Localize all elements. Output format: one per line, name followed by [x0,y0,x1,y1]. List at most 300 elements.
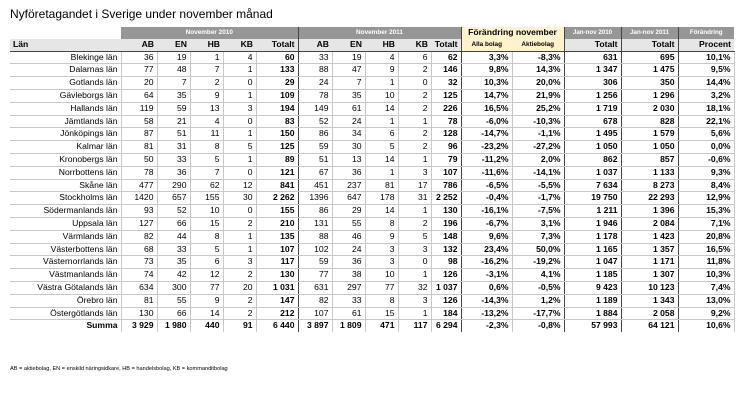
table-cell: 451 [298,179,332,192]
table-cell: 7 [157,77,190,90]
table-cell: -6,0% [461,115,512,128]
table-cell: 4 [365,51,398,64]
col-kb-2010: KB [223,39,256,51]
table-cell: -2,3% [461,320,512,332]
table-cell: 297 [332,281,365,294]
table-cell: 9 [365,64,398,77]
table-cell: 210 [256,217,298,230]
table-cell: 23,4% [461,243,512,256]
table-cell: 33 [298,51,332,64]
col-kb-2011: KB [398,39,431,51]
table-cell: 1 [398,115,431,128]
table-cell: 1 [223,230,256,243]
table-cell: 55 [332,217,365,230]
row-label: Gävleborgs län [10,89,121,102]
table-row [10,128,734,141]
col-totalt-2010: Totalt [256,39,298,51]
table-cell: 48 [157,64,190,77]
table-cell: 36 [332,166,365,179]
table-cell: 12,9% [678,192,734,205]
table-cell: 1 133 [621,166,678,179]
table-cell: 8 [365,294,398,307]
table-cell: -0,4% [461,192,512,205]
table-cell: 15,3% [678,205,734,218]
table-cell: 107 [431,166,461,179]
table-cell: 126 [431,294,461,307]
table-cell: 125 [431,89,461,102]
table-cell: 3 [223,102,256,115]
table-cell: 212 [256,307,298,320]
table-cell: 857 [621,153,678,166]
table-cell: 1 [223,243,256,256]
table-cell: 1 189 [564,294,621,307]
table-cell: 133 [256,64,298,77]
table-cell: 77 [365,281,398,294]
table-cell: 91 [223,320,256,332]
table-row [10,89,734,102]
table-cell: 7,4% [678,281,734,294]
table-cell: -10,3% [512,115,564,128]
row-label: Norrbottens län [10,166,121,179]
table-cell: 3 [365,243,398,256]
table-row [10,294,734,307]
table-cell: 10,1% [678,51,734,64]
table-cell: 78 [298,89,332,102]
table-cell: 7 [190,64,223,77]
table-cell: 10 [365,269,398,282]
table-cell: 3 897 [298,320,332,332]
table-cell: 350 [621,77,678,90]
table-cell: 117 [256,256,298,269]
col-aktiebolag: Aktiebolag [512,39,564,51]
table-cell: 10 [190,205,223,218]
header-change-nov: Förändring november [461,27,564,39]
table-cell: 7,3% [512,230,564,243]
table-cell: 15 [190,217,223,230]
table-cell: 10,6% [678,320,734,332]
table-body [10,51,734,332]
table-cell: 131 [298,217,332,230]
table-cell: 9 [190,294,223,307]
header-jan-nov-2010: Jan-nov 2010 [564,27,621,39]
table-cell: 5 [190,243,223,256]
table-cell: 155 [256,205,298,218]
table-cell: 35 [157,256,190,269]
row-label: Västra Götalands län [10,281,121,294]
table-cell: 1 423 [621,230,678,243]
table-row [10,205,734,218]
table-cell: 14,3% [512,64,564,77]
table-cell: 695 [621,51,678,64]
table-cell: 86 [298,205,332,218]
table-cell: 14 [365,102,398,115]
table-cell: 2 [398,141,431,154]
table-cell: 5 [190,153,223,166]
table-cell: 31 [157,141,190,154]
table-cell: 1 495 [564,128,621,141]
table-cell: 7 [190,166,223,179]
table-cell: 5 [223,141,256,154]
col-hb-2010: HB [190,39,223,51]
table-cell: 8,4% [678,179,734,192]
row-label: Västerbottens län [10,243,121,256]
table-row [10,64,734,77]
table-row [10,141,734,154]
table-cell: 634 [121,281,157,294]
table-cell: 5,6% [678,128,734,141]
table-cell: 50,0% [512,243,564,256]
table-cell: 6 294 [431,320,461,332]
table-cell: 11,8% [678,256,734,269]
table-cell: 10,3% [678,269,734,282]
table-cell: 18,1% [678,102,734,115]
table-cell: -19,2% [512,256,564,269]
table-cell: 147 [256,294,298,307]
table-cell: 20,8% [678,230,734,243]
table-cell: 19 [157,51,190,64]
table-cell: 6 [190,256,223,269]
table-cell: 194 [256,102,298,115]
table-cell: -14,3% [461,294,512,307]
table-cell: 35 [332,89,365,102]
table-cell: 2 [398,128,431,141]
table-cell: 226 [431,102,461,115]
table-cell: 20 [121,77,157,90]
table-cell: -3,1% [461,269,512,282]
table-cell: 20,0% [512,77,564,90]
table-cell: 149 [298,102,332,115]
row-label: Kalmar län [10,141,121,154]
table-cell: 36 [121,51,157,64]
table-cell: 61 [332,102,365,115]
table-cell: 2 084 [621,217,678,230]
col-lan: Län [10,39,121,51]
table-cell: 2 [398,102,431,115]
table-cell: 3 [365,256,398,269]
table-cell: 9,6% [461,230,512,243]
table-cell: -16,2% [461,256,512,269]
table-cell: 89 [256,153,298,166]
table-cell: 1 [398,153,431,166]
header-change: Förändring [678,27,734,39]
table-cell: 22 293 [621,192,678,205]
table-cell: 88 [298,64,332,77]
table-row [10,153,734,166]
table-cell: 184 [431,307,461,320]
table-cell: 58 [121,115,157,128]
table-cell: 1 980 [157,320,190,332]
table-cell: 93 [121,205,157,218]
table-cell: 88 [298,230,332,243]
table-cell: 1 050 [621,141,678,154]
table-cell: -14,1% [512,166,564,179]
table-cell: 7 [332,77,365,90]
table-cell: 128 [431,128,461,141]
table-cell: 59 [157,102,190,115]
table-cell: 66 [157,307,190,320]
table-row [10,77,734,90]
table-cell: 8 [190,141,223,154]
table-cell: 82 [298,294,332,307]
table-cell: -0,5% [512,281,564,294]
table-cell: 130 [431,205,461,218]
row-label: Dalarnas län [10,64,121,77]
table-cell: -23,2% [461,141,512,154]
table-row [10,115,734,128]
sum-row [10,320,734,332]
table-cell: 30 [223,192,256,205]
table-cell: 2 [223,269,256,282]
table-cell: -1,7% [512,192,564,205]
table-cell: 9 423 [564,281,621,294]
row-label: Västmanlands län [10,269,121,282]
table-cell: 14 [365,153,398,166]
row-label: Östergötlands län [10,307,121,320]
col-alla-bolag: Alla bolag [461,39,512,51]
table-row [10,281,734,294]
table-cell: 47 [332,64,365,77]
row-label: Jönköpings län [10,128,121,141]
table-cell: 42 [157,269,190,282]
table-cell: 107 [256,243,298,256]
table-cell: 109 [256,89,298,102]
row-label: Jämtlands län [10,115,121,128]
row-label: Summa [10,320,121,332]
table-cell: 0 [223,115,256,128]
table-cell: 7,1% [678,217,734,230]
table-row [10,230,734,243]
table-cell: 102 [298,243,332,256]
table-row [10,256,734,269]
table-cell: 12 [190,269,223,282]
statistics-table [10,27,735,332]
table-cell: 1 [223,89,256,102]
table-cell: 155 [190,192,223,205]
table-cell: 3,1% [512,217,564,230]
table-cell: -0,8% [512,320,564,332]
table-cell: 3 929 [121,320,157,332]
table-cell: 4,1% [512,269,564,282]
table-cell: 87 [121,128,157,141]
table-cell: -7,5% [512,205,564,218]
table-cell: 98 [431,256,461,269]
table-cell: 5 [398,230,431,243]
table-cell: 73 [121,256,157,269]
table-cell: 44 [157,230,190,243]
table-cell: 9,2% [678,307,734,320]
table-cell: 631 [298,281,332,294]
table-cell: 0 [398,256,431,269]
table-cell: 1420 [121,192,157,205]
table-cell: 2,0% [512,153,564,166]
table-cell: 1 [398,205,431,218]
table-cell: -0,6% [678,153,734,166]
table-cell: 178 [365,192,398,205]
table-cell: 1 [398,269,431,282]
row-label: Örebro län [10,294,121,307]
table-cell: 3,2% [678,89,734,102]
table-cell: 74 [121,269,157,282]
table-cell: 1 [223,128,256,141]
table-cell: 1 037 [431,281,461,294]
table-cell: 1 296 [621,89,678,102]
header-jan-nov-2011: Jan-nov 2011 [621,27,678,39]
table-cell: 306 [564,77,621,90]
table-row [10,217,734,230]
table-cell: 12 [223,179,256,192]
table-cell: 8 273 [621,179,678,192]
table-cell: -11,6% [461,166,512,179]
table-cell: 148 [431,230,461,243]
table-cell: 60 [256,51,298,64]
col-hb-2011: HB [365,39,398,51]
table-cell: 1 185 [564,269,621,282]
header-nov2010: November 2010 [121,27,298,39]
row-label: Hallands län [10,102,121,115]
table-cell: 117 [398,320,431,332]
table-cell: 647 [332,192,365,205]
table-cell: 125 [256,141,298,154]
table-cell: 29 [256,77,298,90]
table-cell: 21,9% [512,89,564,102]
table-cell: 8 [365,217,398,230]
table-cell: 2 [223,294,256,307]
table-cell: -8,3% [512,51,564,64]
table-cell: 34 [332,128,365,141]
row-label: Västernorrlands län [10,256,121,269]
table-cell: 1 [190,51,223,64]
row-label: Kronobergs län [10,153,121,166]
table-cell: 52 [157,205,190,218]
table-cell: 6 440 [256,320,298,332]
table-cell: 1 579 [621,128,678,141]
table-cell: 7 634 [564,179,621,192]
table-row [10,102,734,115]
table-cell: 9 [190,89,223,102]
table-cell: 13 [332,153,365,166]
table-cell: 6 [365,128,398,141]
table-cell: 300 [157,281,190,294]
page-title: Nyföretagandet i Sverige under november månad [10,7,273,21]
table-cell: 9,3% [678,166,734,179]
table-cell: 2 030 [621,102,678,115]
table-row [10,192,734,205]
table-cell: 477 [121,179,157,192]
table-cell: 62 [190,179,223,192]
table-cell: 36 [332,256,365,269]
table-cell: 59 [298,141,332,154]
table-cell: 3 [398,243,431,256]
table-cell: 1 047 [564,256,621,269]
table-cell: 19 750 [564,192,621,205]
table-cell: 1 031 [256,281,298,294]
group-header-row [10,27,734,39]
table-cell: 22,1% [678,115,734,128]
table-cell: 9 [365,230,398,243]
col-ab-2011: AB [298,39,332,51]
table-cell: 828 [621,115,678,128]
table-cell: 3,3% [461,51,512,64]
table-cell: 1 809 [332,320,365,332]
table-cell: 862 [564,153,621,166]
table-cell: -6,5% [461,179,512,192]
table-cell: 119 [121,102,157,115]
table-cell: 10 123 [621,281,678,294]
table-cell: -14,7% [461,128,512,141]
table-cell: 19 [332,51,365,64]
table-cell: 6 [398,51,431,64]
table-cell: 1 211 [564,205,621,218]
col-totalt-2011: Totalt [431,39,461,51]
table-cell: 25,2% [512,102,564,115]
table-cell: 126 [431,269,461,282]
table-cell: 841 [256,179,298,192]
table-cell: 237 [332,179,365,192]
table-cell: 4 [223,51,256,64]
col-en-2011: EN [332,39,365,51]
table-cell: 130 [256,269,298,282]
table-cell: 61 [332,307,365,320]
table-cell: 1 307 [621,269,678,282]
table-cell: 121 [256,166,298,179]
blank-header [10,27,121,39]
table-cell: 81 [121,294,157,307]
table-cell: 0 [398,77,431,90]
table-cell: 78 [121,166,157,179]
table-cell: 127 [121,217,157,230]
table-cell: 10,3% [461,77,512,90]
table-cell: 51 [298,153,332,166]
table-cell: 1396 [298,192,332,205]
table-cell: 31 [398,192,431,205]
table-cell: 1 343 [621,294,678,307]
table-cell: 5 [365,141,398,154]
table-cell: 77 [190,281,223,294]
table-cell: 52 [298,115,332,128]
table-cell: 14,4% [678,77,734,90]
table-cell: 2 [223,217,256,230]
table-row [10,51,734,64]
table-cell: 2 [398,217,431,230]
table-cell: 17 [398,179,431,192]
table-cell: 1 719 [564,102,621,115]
table-row [10,166,734,179]
col-totalt-jan-nov-2011: Totalt [621,39,678,51]
table-cell: 78 [431,115,461,128]
table-cell: 77 [121,64,157,77]
table-cell: 9,5% [678,64,734,77]
table-cell: 678 [564,115,621,128]
table-cell: 786 [431,179,461,192]
table-cell: 33 [332,294,365,307]
table-cell: 1 396 [621,205,678,218]
table-cell: 24 [332,243,365,256]
row-label: Värmlands län [10,230,121,243]
table-cell: -5,5% [512,179,564,192]
table-cell: 81 [121,141,157,154]
table-cell: 33 [157,243,190,256]
row-label: Skåne län [10,179,121,192]
table-cell: 14 [365,205,398,218]
table-cell: 64 [121,89,157,102]
table-cell: 14,7% [461,89,512,102]
table-cell: 11 [190,128,223,141]
table-cell: 3 [398,166,431,179]
table-row [10,243,734,256]
table-cell: 196 [431,217,461,230]
table-cell: 83 [256,115,298,128]
table-cell: 135 [256,230,298,243]
